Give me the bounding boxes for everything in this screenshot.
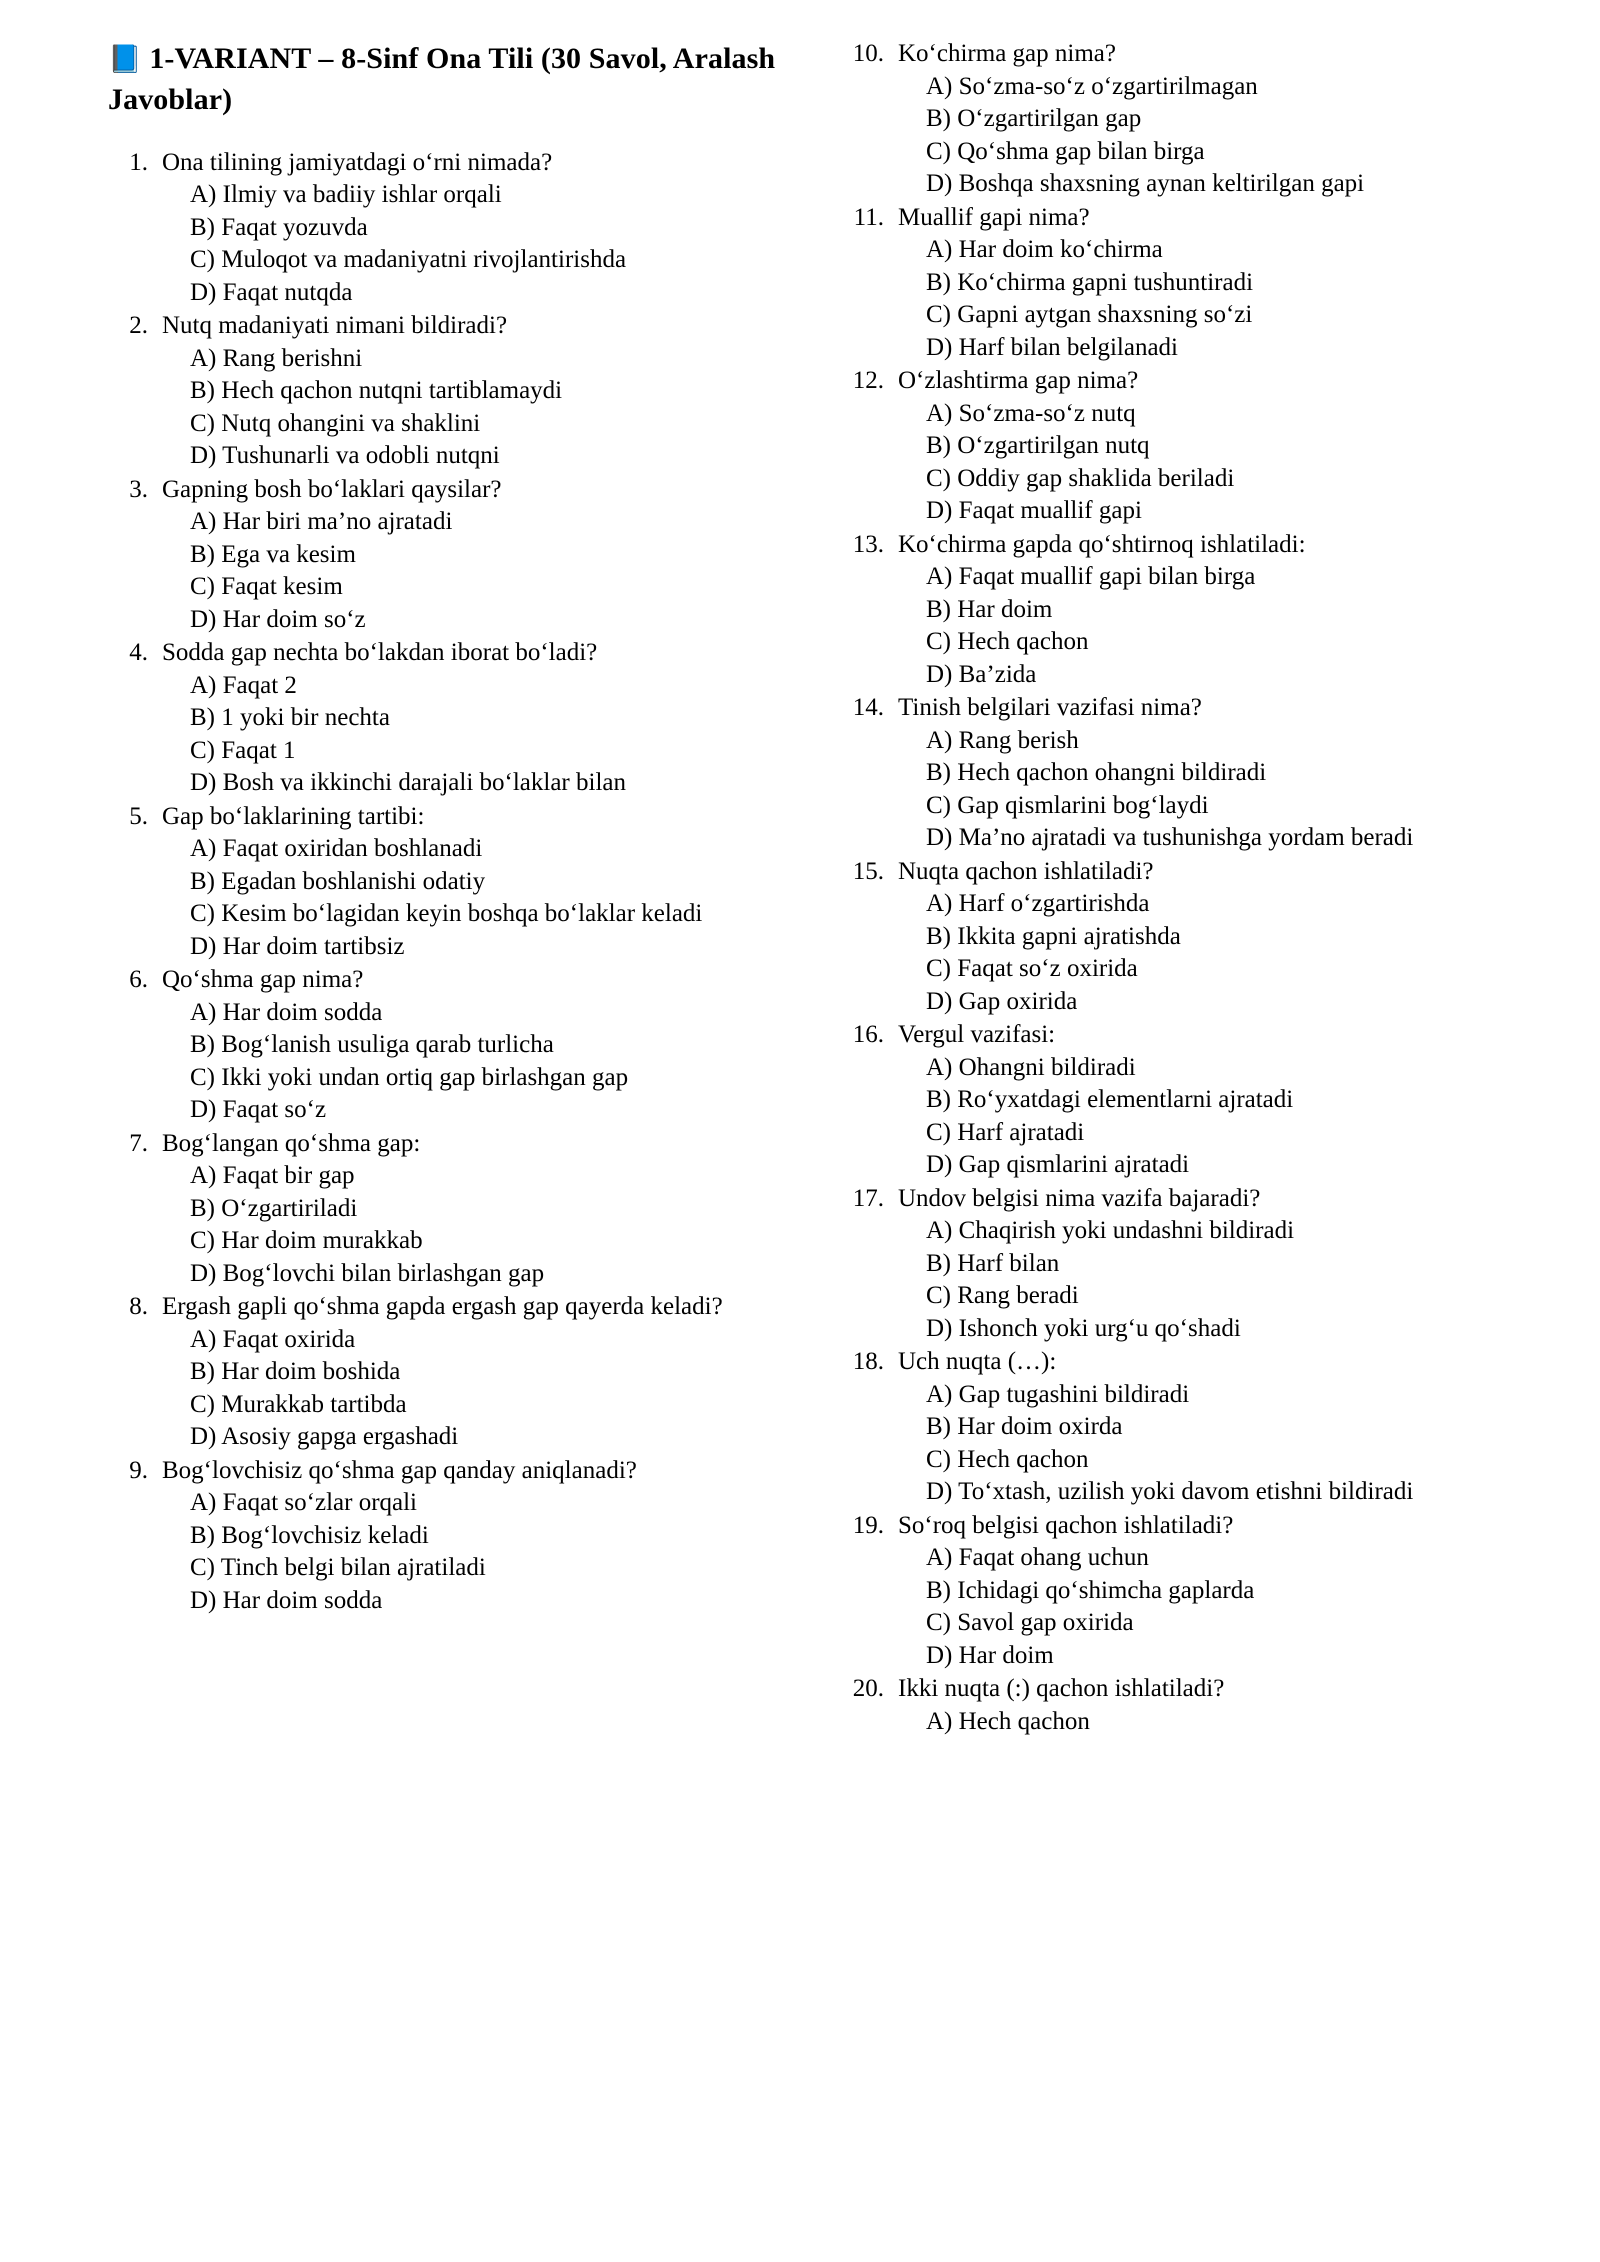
answer-option[interactable]: A) Faqat bir gap xyxy=(190,1162,355,1190)
answer-option[interactable]: C) Ikki yoki undan ortiq gap birlashgan gap xyxy=(190,1063,629,1091)
question-text: Vergul vazifasi: xyxy=(898,1021,1056,1048)
question-text: Uch nuqta (…): xyxy=(898,1348,1057,1375)
question-text: So‘roq belgisi qachon ishlatiladi? xyxy=(898,1511,1234,1539)
question-number: 4. xyxy=(129,639,148,667)
question-list-left xyxy=(108,147,780,1618)
answer-option[interactable]: B) Egadan boshlanishi odatiy xyxy=(190,867,486,895)
answer-option[interactable]: B) Har doim xyxy=(926,595,1053,623)
question-number: 20. xyxy=(852,1675,884,1702)
question-body xyxy=(898,1346,1510,1509)
answer-option[interactable]: C) Har doim murakkab xyxy=(190,1227,423,1255)
question-number: 12. xyxy=(852,367,884,394)
answer-option[interactable]: B) Faqat yozuvda xyxy=(190,213,368,241)
answer-option[interactable]: B) Ikkita gapni ajratishda xyxy=(926,922,1181,950)
question-text: O‘zlashtirma gap nima? xyxy=(898,367,1139,394)
two-column-layout xyxy=(108,38,1508,1739)
question-body xyxy=(162,474,780,637)
answer-option[interactable]: B) O‘zgartirilgan nutq xyxy=(926,432,1150,459)
answer-option[interactable]: C) Faqat so‘z oxirida xyxy=(926,955,1138,982)
question-number: 9. xyxy=(129,1456,148,1484)
answer-option[interactable]: D) Ba’zida xyxy=(926,660,1037,688)
answer-option[interactable]: B) Ko‘chirma gapni tushuntiradi xyxy=(926,268,1254,296)
answer-option[interactable]: A) So‘zma-so‘z nutq xyxy=(926,399,1136,427)
answer-option[interactable]: C) Gapni aytgan shaxsning so‘zi xyxy=(926,301,1253,328)
answer-option[interactable]: D) Har doim sodda xyxy=(190,1586,383,1614)
question-item xyxy=(108,637,780,800)
question-number: 8. xyxy=(129,1293,148,1321)
answer-option[interactable]: A) Rang berishni xyxy=(190,344,363,372)
answer-option[interactable]: B) Bog‘lovchisiz keladi xyxy=(190,1521,429,1549)
question-number: 15. xyxy=(852,857,884,885)
question-text: Ko‘chirma gapda qo‘shtirnoq ishlatiladi: xyxy=(898,530,1306,558)
question-body xyxy=(162,1455,780,1618)
question-body xyxy=(162,1128,780,1291)
question-item xyxy=(108,310,780,473)
answer-option[interactable]: D) Har doim xyxy=(926,1641,1054,1669)
question-body xyxy=(162,147,780,310)
question-body xyxy=(898,529,1510,692)
question-item xyxy=(108,1291,780,1454)
answer-option[interactable]: C) Murakkab tartibda xyxy=(190,1390,407,1418)
page-title xyxy=(108,38,780,121)
answer-option[interactable]: A) Gap tugashini bildiradi xyxy=(926,1380,1190,1408)
question-body xyxy=(162,964,780,1127)
answer-option[interactable]: B) 1 yoki bir nechta xyxy=(190,704,390,732)
question-text: Ona tilining jamiyatdagi o‘rni nimada? xyxy=(162,148,553,176)
answer-option[interactable]: B) Har doim boshida xyxy=(190,1358,401,1386)
question-body xyxy=(898,1183,1510,1346)
answer-option[interactable]: C) Gap qismlarini bog‘laydi xyxy=(926,791,1209,819)
question-item xyxy=(108,801,780,964)
answer-option[interactable]: D) Faqat so‘z xyxy=(190,1096,327,1124)
question-body xyxy=(898,1019,1510,1182)
answer-option[interactable]: C) Rang beradi xyxy=(926,1282,1079,1309)
question-text: Qo‘shma gap nima? xyxy=(162,966,364,994)
answer-option[interactable]: C) Hech qachon xyxy=(926,628,1089,655)
question-text: Bog‘lovchisiz qo‘shma gap qanday aniqlanadi? xyxy=(162,1456,637,1484)
question-number: 3. xyxy=(129,475,148,503)
answer-option[interactable]: D) Ma’no ajratadi va tushunishga yordam beradi xyxy=(926,824,1414,851)
answer-option[interactable]: B) O‘zgartirilgan gap xyxy=(926,105,1142,132)
answer-option[interactable]: A) Harf o‘zgartirishda xyxy=(926,890,1150,917)
question-item xyxy=(838,856,1510,1019)
answer-option[interactable]: A) Ilmiy va badiiy ishlar orqali xyxy=(190,181,502,209)
answer-option[interactable]: C) Oddiy gap shaklida beriladi xyxy=(926,464,1235,492)
answer-option[interactable]: D) Boshqa shaxsning aynan keltirilgan gapi xyxy=(926,170,1365,197)
answer-option[interactable]: C) Qo‘shma gap bilan birga xyxy=(926,137,1205,165)
answer-option[interactable]: D) Faqat muallif gapi xyxy=(926,497,1142,524)
question-item xyxy=(838,692,1510,855)
question-number: 13. xyxy=(852,530,884,558)
answer-option[interactable]: A) Faqat oxiridan boshlanadi xyxy=(190,835,483,863)
question-body xyxy=(162,801,780,964)
question-item xyxy=(838,202,1510,365)
answer-option[interactable]: A) Faqat so‘zlar orqali xyxy=(190,1489,418,1517)
answer-option[interactable]: B) Har doim oxirda xyxy=(926,1413,1123,1440)
question-text: Sodda gap nechta bo‘lakdan iborat bo‘ladi? xyxy=(162,639,598,667)
question-item xyxy=(108,147,780,310)
question-number: 2. xyxy=(129,312,148,340)
answer-option[interactable]: D) Bosh va ikkinchi darajali bo‘laklar bilan xyxy=(190,769,626,797)
answer-option[interactable]: C) Kesim bo‘lagidan keyin boshqa bo‘laklar keladi xyxy=(190,900,703,928)
question-text: Nutq madaniyati nimani bildiradi? xyxy=(162,312,508,340)
question-text: Bog‘langan qo‘shma gap: xyxy=(162,1129,421,1157)
question-number: 14. xyxy=(852,694,884,721)
answer-option[interactable]: B) Bog‘lanish usuliga qarab turlicha xyxy=(190,1031,554,1059)
question-text: Muallif gapi nima? xyxy=(898,203,1090,231)
answer-option[interactable]: D) Faqat nutqda xyxy=(190,278,353,306)
answer-option[interactable]: D) Tushunarli va odobli nutqni xyxy=(190,442,500,470)
answer-option[interactable]: A) Rang berish xyxy=(926,726,1079,754)
answer-option[interactable]: C) Hech qachon xyxy=(926,1445,1089,1473)
question-text: Nuqta qachon ishlatiladi? xyxy=(898,857,1154,885)
answer-option[interactable]: D) Har doim so‘z xyxy=(190,605,366,633)
answer-option[interactable]: A) Har biri ma’no ajratadi xyxy=(190,508,453,536)
page-title-text: 1-VARIANT – 8-Sinf Ona Tili (30 Savol, Aralash Javoblar) xyxy=(108,42,776,117)
question-item xyxy=(838,1183,1510,1346)
answer-option[interactable]: C) Faqat kesim xyxy=(190,573,343,601)
question-item xyxy=(108,474,780,637)
answer-option[interactable]: B) Ega va kesim xyxy=(190,540,356,568)
question-number: 16. xyxy=(852,1021,884,1048)
answer-option[interactable]: C) Muloqot va madaniyatni rivojlantirishda xyxy=(190,246,627,274)
right-column xyxy=(838,38,1510,1739)
answer-option[interactable]: C) Nutq ohangini va shaklini xyxy=(190,409,481,437)
question-body xyxy=(898,1673,1510,1738)
question-number: 17. xyxy=(852,1184,884,1212)
book-icon: 📘 xyxy=(108,44,142,75)
answer-option[interactable]: A) Faqat ohang uchun xyxy=(926,1544,1149,1571)
answer-option[interactable]: A) Faqat muallif gapi bilan birga xyxy=(926,563,1256,590)
answer-option[interactable]: C) Savol gap oxirida xyxy=(926,1609,1134,1636)
answer-option[interactable]: C) Faqat 1 xyxy=(190,736,296,764)
left-column xyxy=(108,38,780,1618)
question-number: 18. xyxy=(852,1348,884,1375)
answer-option[interactable]: C) Harf ajratadi xyxy=(926,1118,1085,1146)
question-text: Tinish belgilari vazifasi nima? xyxy=(898,694,1202,721)
question-number: 10. xyxy=(852,40,884,67)
question-body xyxy=(898,38,1510,201)
answer-option[interactable]: D) Gap oxirida xyxy=(926,987,1078,1015)
question-item xyxy=(838,38,1510,201)
question-number: 19. xyxy=(852,1511,884,1539)
question-number: 1. xyxy=(129,148,148,176)
question-text: Ikki nuqta (:) qachon ishlatiladi? xyxy=(898,1675,1225,1702)
question-number: 7. xyxy=(129,1129,148,1157)
question-item xyxy=(108,1128,780,1291)
question-text: Undov belgisi nima vazifa bajaradi? xyxy=(898,1184,1261,1212)
answer-option[interactable]: A) Ohangni bildiradi xyxy=(926,1053,1136,1081)
question-text: Ko‘chirma gap nima? xyxy=(898,40,1116,67)
answer-option[interactable]: A) Faqat oxirida xyxy=(190,1325,356,1353)
question-body xyxy=(162,1291,780,1454)
answer-option[interactable]: A) Faqat 2 xyxy=(190,671,297,699)
answer-option[interactable]: D) Harf bilan belgilanadi xyxy=(926,333,1178,361)
question-item xyxy=(838,365,1510,528)
question-item xyxy=(838,1346,1510,1509)
answer-option[interactable]: D) Ishonch yoki urg‘u qo‘shadi xyxy=(926,1314,1241,1342)
answer-option[interactable]: D) Gap qismlarini ajratadi xyxy=(926,1151,1190,1178)
question-body xyxy=(898,692,1510,855)
answer-option[interactable]: D) To‘xtash, uzilish yoki davom etishni bildiradi xyxy=(926,1478,1414,1505)
question-item xyxy=(838,529,1510,692)
answer-option[interactable]: C) Tinch belgi bilan ajratiladi xyxy=(190,1554,486,1582)
answer-option[interactable]: A) Hech qachon xyxy=(926,1707,1090,1735)
answer-option[interactable]: A) Har doim ko‘chirma xyxy=(926,236,1163,263)
question-item xyxy=(108,964,780,1127)
question-text: Gapning bosh bo‘laklari qaysilar? xyxy=(162,475,502,503)
answer-option[interactable]: B) Ro‘yxatdagi elementlarni ajratadi xyxy=(926,1086,1294,1113)
answer-option[interactable]: D) Asosiy gapga ergashadi xyxy=(190,1423,459,1451)
question-item xyxy=(838,1510,1510,1673)
question-body xyxy=(162,637,780,800)
question-list-right xyxy=(838,38,1510,1738)
question-text: Gap bo‘laklarining tartibi: xyxy=(162,802,425,830)
question-body xyxy=(898,202,1510,365)
answer-option[interactable]: A) Chaqirish yoki undashni bildiradi xyxy=(926,1217,1295,1244)
answer-option[interactable]: A) So‘zma-so‘z o‘zgartirilmagan xyxy=(926,72,1258,100)
question-body xyxy=(898,856,1510,1019)
answer-option[interactable]: B) Harf bilan xyxy=(926,1249,1060,1277)
question-number: 5. xyxy=(129,802,148,830)
question-body xyxy=(162,310,780,473)
question-number: 6. xyxy=(129,966,148,994)
question-item xyxy=(838,1019,1510,1182)
answer-option[interactable]: D) Bog‘lovchi bilan birlashgan gap xyxy=(190,1259,545,1287)
answer-option[interactable]: B) Ichidagi qo‘shimcha gaplarda xyxy=(926,1576,1255,1604)
answer-option[interactable]: A) Har doim sodda xyxy=(190,998,383,1026)
question-item xyxy=(838,1673,1510,1738)
answer-option[interactable]: D) Har doim tartibsiz xyxy=(190,932,405,960)
question-text: Ergash gapli qo‘shma gapda ergash gap qayerda keladi? xyxy=(162,1293,723,1321)
answer-option[interactable]: B) Hech qachon ohangni bildiradi xyxy=(926,759,1267,786)
question-item xyxy=(108,1455,780,1618)
question-body xyxy=(898,1510,1510,1673)
question-body xyxy=(898,365,1510,528)
answer-option[interactable]: B) O‘zgartiriladi xyxy=(190,1194,358,1222)
question-number: 11. xyxy=(853,203,884,231)
answer-option[interactable]: B) Hech qachon nutqni tartiblamaydi xyxy=(190,377,563,405)
